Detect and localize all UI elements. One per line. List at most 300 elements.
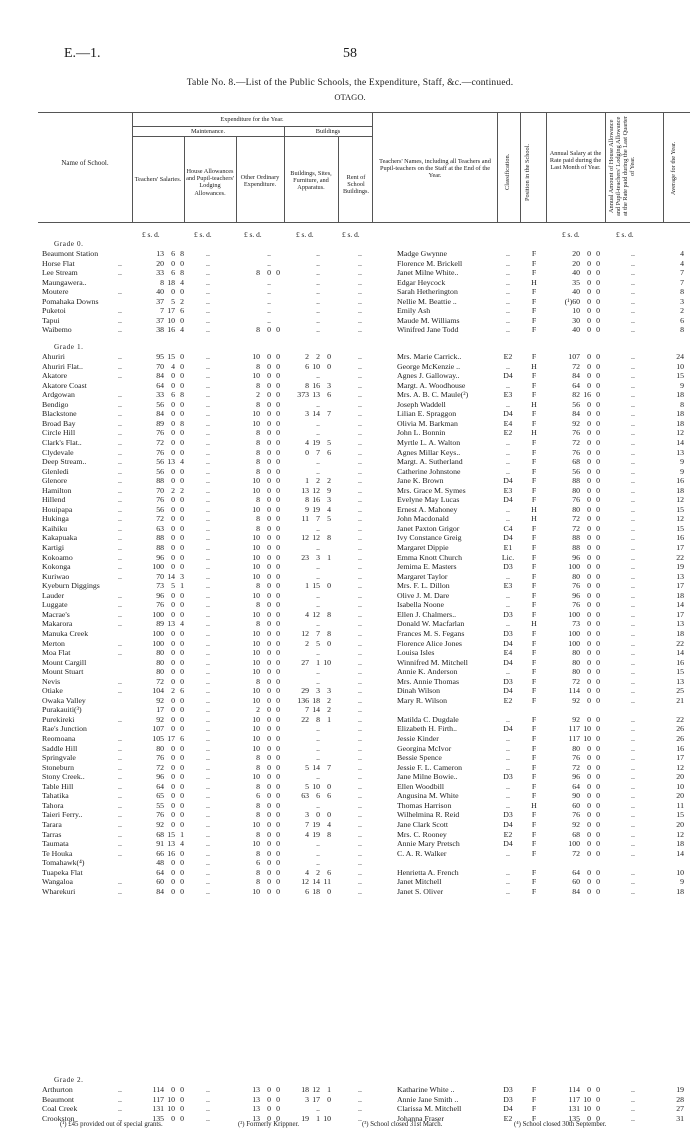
other-cell: 10 <box>252 543 260 552</box>
cls-cell: .. <box>506 714 510 724</box>
other-cell: 0 <box>267 1104 271 1114</box>
teach-cell: 0 <box>180 1113 184 1123</box>
avg-cell: 31 <box>676 1113 684 1123</box>
other-cell: 0 <box>276 590 280 600</box>
teacher-cell: Winnifred M. Mitchell <box>397 657 468 667</box>
teacher-cell: Jemima E. Masters <box>397 562 457 572</box>
other-cell: 0 <box>276 390 280 400</box>
sal-cell: 88 <box>572 543 580 552</box>
other-cell: 0 <box>276 628 280 638</box>
teach-cell: 2 <box>180 485 184 495</box>
house-cell: .. <box>206 268 210 278</box>
teach-cell: 76 <box>156 495 164 505</box>
table-row <box>0 409 700 419</box>
rent-cell: .. <box>358 1104 362 1114</box>
house-cell: .. <box>206 858 210 868</box>
sal-cell: 0 <box>587 753 591 763</box>
teacher-cell: Mrs. C. Rooney <box>397 829 447 839</box>
units-teachers: £ s. d. <box>142 230 160 239</box>
teach-cell: 0 <box>171 447 175 457</box>
cls-cell: D4 <box>503 533 513 543</box>
cls-cell: D3 <box>503 772 513 782</box>
sal-cell: 0 <box>587 361 591 371</box>
rent-cell: .. <box>358 648 362 658</box>
cls-cell: .. <box>506 447 510 457</box>
sal-cell: 114 <box>568 1085 580 1094</box>
teach-cell: 4 <box>180 457 184 467</box>
teach-cell: 0 <box>171 724 175 734</box>
build-cell: 2 <box>327 476 331 486</box>
teach-cell: 0 <box>180 858 184 868</box>
other-cell: 10 <box>252 886 260 896</box>
table-row <box>0 457 700 467</box>
rent-cell: .. <box>358 306 362 316</box>
pos-cell: F <box>531 886 537 896</box>
pos-cell: F <box>531 552 537 562</box>
table-row <box>0 810 700 820</box>
other-cell: 13 <box>252 1104 260 1114</box>
teacher-cell: Wilhelmina R. Reid <box>397 810 460 820</box>
cls-cell: .. <box>506 619 510 629</box>
teach-cell: 56 <box>156 399 164 409</box>
other-cell: 0 <box>267 886 271 896</box>
sal-cell: 0 <box>587 791 591 801</box>
avg-cell: 3 <box>680 296 684 306</box>
other-cell: 0 <box>276 839 280 849</box>
pos-cell: F <box>531 762 537 772</box>
cls-cell: E3 <box>503 390 513 400</box>
teacher-cell: Jane K. Brown <box>397 476 444 486</box>
sal-cell: 40 <box>572 287 580 297</box>
sal-cell: 0 <box>596 609 600 619</box>
rent-cell: .. <box>358 609 362 619</box>
dots-cell: .. <box>118 325 122 335</box>
name-cell: Tahora <box>42 800 64 810</box>
teacher-cell: Winifred Jane Todd <box>397 325 459 335</box>
cls-cell: .. <box>506 268 510 278</box>
teach-cell: 0 <box>180 352 184 361</box>
table-row <box>0 839 700 849</box>
teach-cell: 0 <box>171 495 175 505</box>
teach-cell: 84 <box>156 371 164 381</box>
house-cell: .. <box>206 514 210 524</box>
sal-cell: 80 <box>572 504 580 514</box>
other-cell: 8 <box>256 676 260 686</box>
sal-cell: 0 <box>587 476 591 486</box>
teach-cell: 0 <box>180 819 184 829</box>
table-subtitle: OTAGO. <box>334 92 366 102</box>
build-cell: 5 <box>305 781 309 791</box>
pos-cell: F <box>531 600 537 610</box>
avg-cell: 8 <box>680 325 684 335</box>
other-cell: 10 <box>252 628 260 638</box>
build-cell: 7 <box>316 514 320 524</box>
sal-cell: 0 <box>596 581 600 591</box>
teach-cell: 0 <box>171 600 175 610</box>
sal-cell: 0 <box>596 800 600 810</box>
teach-cell: 0 <box>180 287 184 297</box>
build-cell: .. <box>316 466 320 476</box>
teach-cell: 33 <box>156 268 164 278</box>
sal-cell: 96 <box>572 552 580 562</box>
other-cell: 8 <box>256 800 260 810</box>
teach-cell: 76 <box>156 600 164 610</box>
other-cell: 0 <box>276 437 280 447</box>
sal-cell: 0 <box>596 533 600 543</box>
avg-cell: 20 <box>676 791 684 801</box>
other-cell: 8 <box>256 810 260 820</box>
other-cell: 10 <box>252 695 260 705</box>
teach-cell: 100 <box>152 638 164 648</box>
teach-cell: 0 <box>171 791 175 801</box>
teach-cell: 0 <box>171 648 175 658</box>
build-cell: 4 <box>305 609 309 619</box>
rent-cell: .. <box>358 361 362 371</box>
table-row <box>0 572 700 582</box>
other-cell: 0 <box>276 686 280 696</box>
sal-cell: 76 <box>572 495 580 505</box>
build-cell: 8 <box>316 714 320 724</box>
name-cell: Te Houka <box>42 848 73 858</box>
name-cell: Macrae's <box>42 609 70 619</box>
dots-cell: .. <box>118 638 122 648</box>
teach-cell: 104 <box>152 686 164 696</box>
teacher-cell: Jessie Kinder <box>397 734 439 743</box>
sal-cell: 0 <box>587 819 591 829</box>
teacher-cell: Olive J. M. Dare <box>397 590 450 600</box>
other-cell: .. <box>267 315 271 325</box>
teacher-cell: Clarissa M. Mitchell <box>397 1104 462 1114</box>
sal-cell: 0 <box>596 648 600 658</box>
teach-cell: 0 <box>171 514 175 524</box>
classification-header: Classification. <box>504 153 511 191</box>
rent-cell: .. <box>358 810 362 820</box>
rent-cell: .. <box>358 667 362 677</box>
ha-cell: .. <box>631 287 635 297</box>
ha-cell: .. <box>631 819 635 829</box>
name-cell: Hillend <box>42 495 66 505</box>
name-cell: Merton <box>42 638 65 648</box>
avg-cell: 12 <box>676 514 684 524</box>
pos-cell: F <box>531 743 537 753</box>
house-cell: .. <box>206 810 210 820</box>
teach-cell: 0 <box>180 781 184 791</box>
dots-cell: .. <box>118 734 122 743</box>
build-cell: 16 <box>312 495 320 505</box>
name-cell: Maungawera.. <box>42 277 87 287</box>
sal-cell: 0 <box>596 1085 600 1094</box>
dots-cell: .. <box>118 306 122 316</box>
teach-cell: 0 <box>180 380 184 390</box>
col-divider <box>284 126 285 222</box>
table-row <box>0 362 700 372</box>
build-cell: 4 <box>327 819 331 829</box>
ha-cell: .. <box>631 325 635 335</box>
table-row <box>0 476 700 486</box>
build-cell: 22 <box>301 714 309 724</box>
other-cell: .. <box>267 306 271 316</box>
sal-cell: 0 <box>596 437 600 447</box>
name-cell: Tapui <box>42 315 60 325</box>
avg-cell: 12 <box>676 428 684 438</box>
other-cell: 0 <box>267 447 271 457</box>
sal-cell: 76 <box>572 581 580 591</box>
build-cell: 0 <box>327 1094 331 1104</box>
house-cell: .. <box>206 839 210 849</box>
ha-cell: .. <box>631 714 635 724</box>
build-cell: 19 <box>312 819 320 829</box>
teach-cell: 65 <box>156 791 164 801</box>
dots-cell: .. <box>118 523 122 533</box>
teacher-cell: John L. Bonnin <box>397 428 446 438</box>
rent-cell: .. <box>358 277 362 287</box>
teach-cell: 60 <box>156 877 164 887</box>
units-house-annual: £ s. d. <box>616 230 634 239</box>
sal-cell: 0 <box>596 315 600 325</box>
table-row <box>0 381 700 391</box>
dots-cell: .. <box>118 1113 122 1123</box>
build-cell: 9 <box>327 485 331 495</box>
teacher-cell: Isabella Noone <box>397 600 444 610</box>
pos-cell: F <box>531 418 537 428</box>
teacher-cell: Evelyne May Lucas <box>397 495 460 505</box>
table-row <box>0 352 700 362</box>
cls-cell: .. <box>506 437 510 447</box>
sal-cell: 72 <box>572 361 580 371</box>
house-cell: .. <box>206 1104 210 1114</box>
house-cell: .. <box>206 867 210 877</box>
teach-cell: 0 <box>180 552 184 562</box>
sal-cell: 0 <box>596 485 600 495</box>
sal-cell: 0 <box>596 277 600 287</box>
teach-cell: 8 <box>180 249 184 258</box>
teach-cell: 117 <box>152 1094 164 1104</box>
house-cell: .. <box>206 476 210 486</box>
name-cell: Kokonga <box>42 562 71 572</box>
pos-cell: F <box>531 839 537 849</box>
teach-cell: 0 <box>180 877 184 887</box>
avg-cell: 17 <box>676 543 684 552</box>
sal-cell: 40 <box>572 325 580 335</box>
teach-cell: 55 <box>156 800 164 810</box>
other-cell: 0 <box>267 657 271 667</box>
cls-cell: .. <box>506 590 510 600</box>
pos-cell: F <box>531 306 537 316</box>
teach-cell: 0 <box>171 628 175 638</box>
name-cell: Tahatika <box>42 791 69 801</box>
teach-cell: 100 <box>152 562 164 572</box>
name-cell: Circle Hill <box>42 428 76 438</box>
pos-cell: F <box>531 380 537 390</box>
buildings-sites-header: Buildings, Sites, Furniture, and Apparatus. <box>290 170 332 192</box>
house-allowances-header: House Allowances and Pupil-teachers' Lodging Allowances. <box>186 168 234 197</box>
teacher-cell: Sarah Hetherington <box>397 287 458 297</box>
avg-cell: 7 <box>680 277 684 287</box>
table-row <box>0 629 700 639</box>
pos-cell: H <box>531 428 537 438</box>
sal-cell: 0 <box>596 552 600 562</box>
sal-cell: 76 <box>572 447 580 457</box>
rent-cell: .. <box>358 268 362 278</box>
grade-heading: Grade 1. <box>54 343 84 351</box>
teach-cell: 0 <box>180 695 184 705</box>
other-cell: 0 <box>267 734 271 743</box>
grade-heading: Grade 0. <box>54 240 84 248</box>
ha-cell: .. <box>631 552 635 562</box>
ha-cell: .. <box>631 504 635 514</box>
other-cell: 10 <box>252 504 260 514</box>
teach-cell: 0 <box>180 399 184 409</box>
sal-cell: 0 <box>596 1113 600 1123</box>
avg-cell: 14 <box>676 848 684 858</box>
build-cell: 9 <box>305 504 309 514</box>
teach-cell: 0 <box>171 753 175 763</box>
cls-cell: D4 <box>503 409 513 419</box>
other-cell: 0 <box>267 325 271 335</box>
avg-cell: 12 <box>676 829 684 839</box>
teach-cell: 0 <box>171 523 175 533</box>
dots-cell: .. <box>118 829 122 839</box>
ha-cell: .. <box>631 1113 635 1123</box>
table-row <box>0 686 700 696</box>
avg-cell: 18 <box>676 590 684 600</box>
other-cell: 0 <box>276 371 280 381</box>
table-row <box>0 562 700 572</box>
sal-cell: 100 <box>568 638 580 648</box>
col-divider <box>520 112 521 222</box>
dots-cell: .. <box>118 390 122 400</box>
ha-cell: .. <box>631 428 635 438</box>
other-cell: 0 <box>276 734 280 743</box>
cls-cell: .. <box>506 791 510 801</box>
table-row <box>0 830 700 840</box>
sal-cell: 73 <box>572 619 580 629</box>
teacher-cell: Mrs. Marie Carrick.. <box>397 352 462 361</box>
other-cell: 8 <box>256 514 260 524</box>
build-cell: 6 <box>327 447 331 457</box>
ha-cell: .. <box>631 1085 635 1094</box>
avg-cell: 13 <box>676 676 684 686</box>
ha-cell: .. <box>631 772 635 782</box>
sal-cell: 0 <box>587 800 591 810</box>
rent-cell: .. <box>358 533 362 543</box>
build-cell: 2 <box>316 352 320 361</box>
table-row <box>0 639 700 649</box>
sal-cell: 56 <box>572 399 580 409</box>
teach-cell: 84 <box>156 409 164 419</box>
house-cell: .. <box>206 734 210 743</box>
other-cell: 0 <box>267 409 271 419</box>
table-row <box>0 486 700 496</box>
teach-cell: 0 <box>171 858 175 868</box>
name-cell: Luggate <box>42 600 68 610</box>
name-cell: Nevis <box>42 676 61 686</box>
build-cell: .. <box>316 734 320 743</box>
ha-cell: .. <box>631 437 635 447</box>
cls-cell: .. <box>506 734 510 743</box>
avg-cell: 15 <box>676 371 684 381</box>
table-row <box>0 658 700 668</box>
build-cell: 3 <box>316 552 320 562</box>
sal-cell: 0 <box>587 810 591 820</box>
sal-cell: 16 <box>583 390 591 400</box>
teacher-cell: Margt. A. Sutherland <box>397 457 463 467</box>
col-divider <box>546 112 547 222</box>
avg-cell: 21 <box>676 695 684 705</box>
name-cell: Lauder <box>42 590 65 600</box>
dots-cell: .. <box>118 743 122 753</box>
dots-cell: .. <box>118 714 122 724</box>
other-cell: 0 <box>267 390 271 400</box>
house-cell: .. <box>206 667 210 677</box>
teach-cell: 40 <box>156 287 164 297</box>
avg-cell: 22 <box>676 552 684 562</box>
dots-cell: .. <box>118 514 122 524</box>
teacher-cell: Donald W. Macfarlan <box>397 619 465 629</box>
name-cell: Mount Cargill <box>42 657 87 667</box>
build-cell: 373 <box>297 390 309 400</box>
rent-cell: .. <box>358 315 362 325</box>
teach-cell: 0 <box>171 466 175 476</box>
sal-cell: 35 <box>572 277 580 287</box>
other-cell: 0 <box>276 829 280 839</box>
build-cell: 19 <box>312 437 320 447</box>
house-cell: .. <box>206 562 210 572</box>
teachers-salaries-header: Teachers' Salaries. <box>134 176 182 183</box>
sal-cell: (¹)60 <box>564 296 580 306</box>
other-cell: 8 <box>256 380 260 390</box>
other-cell: 0 <box>267 399 271 409</box>
pos-cell: F <box>531 695 537 705</box>
pos-cell: F <box>531 829 537 839</box>
other-cell: .. <box>267 249 271 258</box>
name-cell: Mount Stuart <box>42 667 84 677</box>
build-cell: 14 <box>312 705 320 715</box>
table-row <box>0 724 700 734</box>
teach-cell: 89 <box>156 418 164 428</box>
sal-cell: 0 <box>596 495 600 505</box>
rent-cell: .. <box>358 772 362 782</box>
dots-cell: .. <box>118 609 122 619</box>
teach-cell: 4 <box>180 619 184 629</box>
ha-cell: .. <box>631 848 635 858</box>
dots-cell: .. <box>118 753 122 763</box>
sal-cell: 92 <box>572 714 580 724</box>
other-cell: 13 <box>252 1094 260 1104</box>
sal-cell: 117 <box>568 1094 580 1104</box>
build-cell: .. <box>316 315 320 325</box>
other-cell: 8 <box>256 581 260 591</box>
build-cell: 3 <box>316 686 320 696</box>
house-cell: .. <box>206 1113 210 1123</box>
avg-cell: 4 <box>680 258 684 268</box>
table-row <box>0 858 700 868</box>
dots-cell: .. <box>118 495 122 505</box>
rent-cell: .. <box>358 581 362 591</box>
house-cell: .. <box>206 325 210 335</box>
pos-cell: F <box>531 543 537 552</box>
sal-cell: 0 <box>596 657 600 667</box>
house-cell: .. <box>206 315 210 325</box>
teach-cell: 0 <box>171 638 175 648</box>
other-cell: 0 <box>276 428 280 438</box>
cls-cell: .. <box>506 287 510 297</box>
teacher-cell: Ellen J. Chalmers.. <box>397 609 457 619</box>
sal-cell: 76 <box>572 428 580 438</box>
cls-cell: D4 <box>503 686 513 696</box>
cls-cell: D3 <box>503 609 513 619</box>
teach-cell: 76 <box>156 447 164 457</box>
